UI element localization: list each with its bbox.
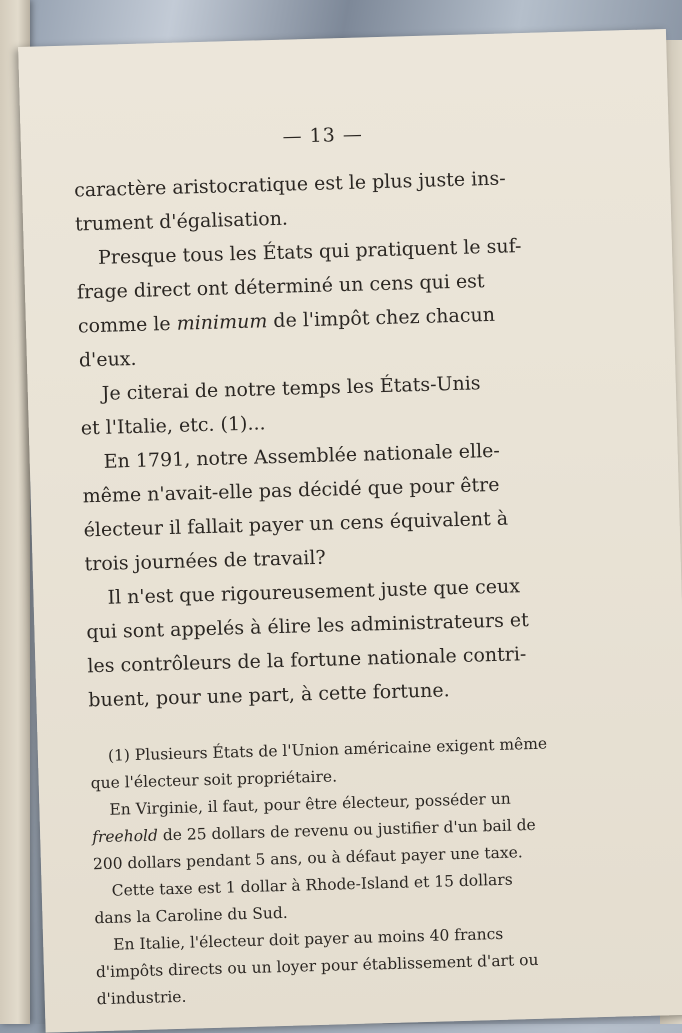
text-line: Il n'est que rigoureusement juste que ceux — [107, 575, 521, 609]
emphasized-word: freehold — [91, 826, 159, 847]
text-line: dans la Caroline du Sud. — [94, 903, 288, 928]
paragraph-4 — [81, 431, 585, 581]
footnote-paragraph-italy — [95, 918, 597, 1013]
text-line: même n'avait-elle pas décidé que pour être — [82, 473, 500, 508]
text-fragment: de l'impôt chez chacun — [267, 303, 496, 333]
text-line: d'impôts directs ou un loyer pour établissement d'art ou — [95, 950, 539, 982]
text-line: et l'Italie, etc. (1)... — [80, 412, 266, 440]
text-line: En Virginie, il faut, pour être électeur, posséder un — [109, 789, 511, 819]
text-line: Presque tous les États qui pratiquent le suf- — [97, 235, 522, 269]
text-line: électeur il fallait payer un cens équivalent à — [83, 507, 509, 542]
emphasized-word: minimum — [176, 310, 268, 335]
text-line: caractère aristocratique est le plus juste ins- — [73, 167, 506, 202]
text-line: qui sont appelés à élire les administrateurs et — [86, 609, 530, 644]
text-line: d'industrie. — [96, 987, 187, 1009]
text-line: que l'électeur soit propriétaire. — [90, 767, 338, 793]
text-line: frage direct ont déterminé un cens qui est — [76, 270, 485, 304]
book-page — [18, 29, 682, 1033]
text-line: En Italie, l'électeur doit payer au moins 40 francs — [112, 924, 504, 954]
text-fragment: de 25 dollars de revenu ou justifier d'un bail de — [157, 815, 536, 845]
text-line: Cette taxe est 1 dollar à Rhode-Island et 15 dollars — [111, 870, 513, 900]
page-content — [73, 118, 597, 1014]
text-line: En 1791, notre Assemblée nationale elle- — [103, 439, 501, 473]
text-line: buent, pour une part, à cette fortune. — [88, 679, 450, 712]
text-line: les contrôleurs de la fortune nationale contri- — [87, 643, 527, 678]
text-line: 200 dollars pendant 5 ans, ou à défaut payer une taxe. — [92, 843, 523, 874]
text-fragment: comme le — [77, 312, 177, 338]
footnote-paragraph-virginia — [91, 783, 593, 878]
text-line: d'eux. — [78, 347, 137, 372]
text-line: Je citerai de notre temps les États-Unis — [101, 372, 481, 405]
body-text — [74, 160, 589, 718]
footnotes — [90, 729, 597, 1013]
paragraph-5 — [85, 567, 589, 717]
text-line: trois journées de travail? — [84, 546, 326, 576]
page-number: — 13 — — [282, 123, 364, 148]
text-line: trument d'égalisation. — [74, 207, 289, 236]
paragraph-2 — [76, 228, 580, 378]
text-line: (1) Plusieurs États de l'Union américaine exigent même — [107, 734, 548, 765]
